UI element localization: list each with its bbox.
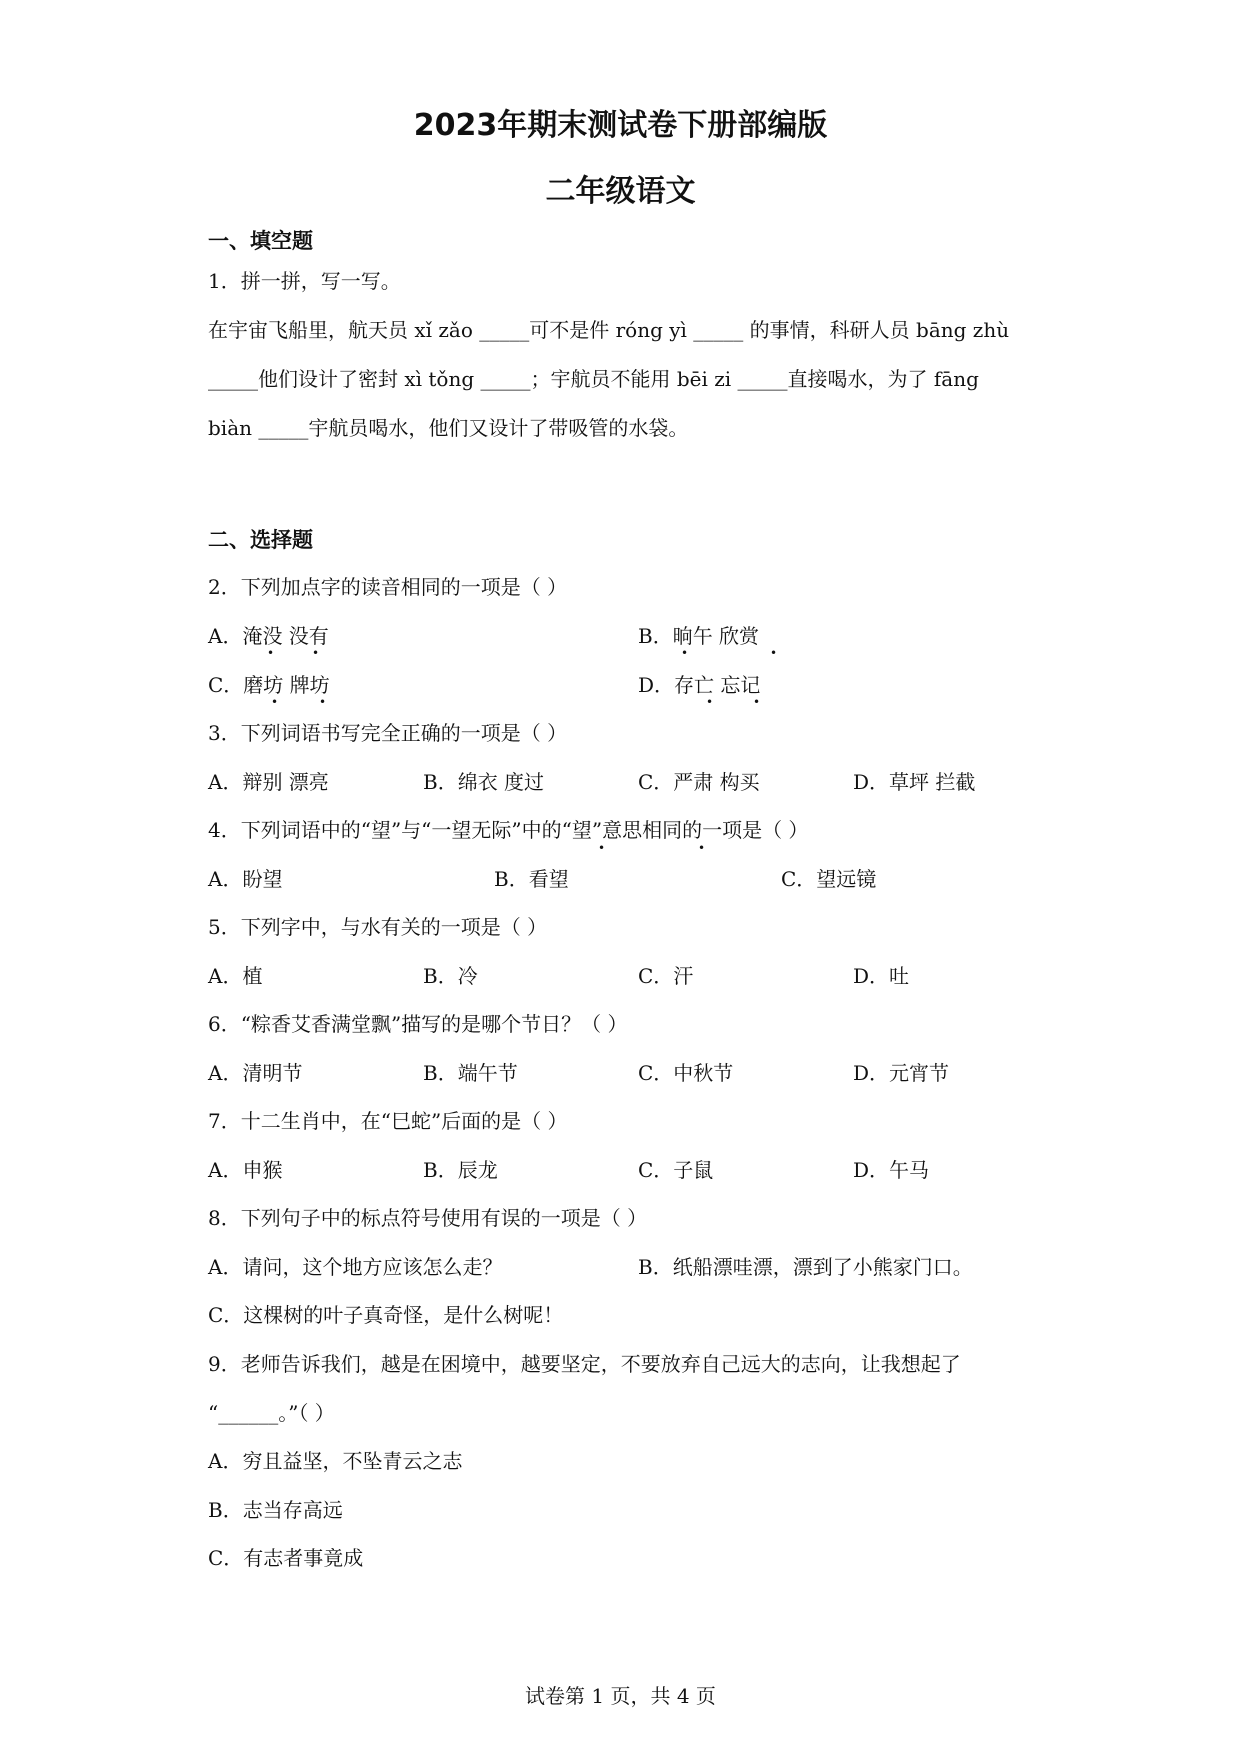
option-c: C．严肃 构买 bbox=[638, 770, 760, 794]
emphasis-dot: • bbox=[598, 841, 606, 855]
question-1-line: 在宇宙飞船里，航天员 xǐ zǎo _____可不是件 róng yì _____ 的事情，科研人员 bāng zhù bbox=[208, 318, 1010, 342]
option-d: D．午马 bbox=[853, 1158, 930, 1182]
emphasis-dot: • bbox=[753, 695, 761, 709]
option-a: A．淹没 没有 bbox=[208, 624, 329, 648]
question-8-stem: 8．下列句子中的标点符号使用有误的一项是（ ） bbox=[208, 1206, 648, 1230]
section-heading-choice: 二、选择题 bbox=[208, 528, 313, 552]
option-a: A．请问，这个地方应该怎么走？ bbox=[208, 1255, 503, 1279]
page-title: 2023年期末测试卷下册部编版 bbox=[413, 108, 828, 143]
question-9-stem: 9．老师告诉我们，越是在困境中，越要坚定，不要放弃自己远大的志向，让我想起了 bbox=[208, 1352, 961, 1376]
option-d: D．草坪 拦截 bbox=[853, 770, 976, 794]
option-d: D．吐 bbox=[853, 964, 910, 988]
option-b: B．晌午 欣赏 bbox=[638, 624, 760, 648]
page-footer: 试卷第 1 页，共 4 页 bbox=[525, 1684, 716, 1708]
question-9-stem-continued: “______。”（ ） bbox=[208, 1401, 335, 1425]
option-c: C．磨坊 牌坊 bbox=[208, 673, 330, 697]
section-heading-fill-blank: 一、填空题 bbox=[208, 229, 313, 253]
emphasis-dot: • bbox=[770, 646, 778, 660]
option-b: B．绵衣 度过 bbox=[423, 770, 545, 794]
question-3-stem: 3．下列词语书写完全正确的一项是（ ） bbox=[208, 721, 568, 745]
emphasis-dot: • bbox=[681, 646, 689, 660]
option-d: D．存亡 忘记 bbox=[638, 673, 761, 697]
option-c: C．汗 bbox=[638, 964, 694, 988]
question-4-stem: 4．下列词语中的“望”与“一望无际”中的“望”意思相同的一项是（ ） bbox=[208, 818, 809, 842]
question-7-stem: 7．十二生肖中，在“巳蛇”后面的是（ ） bbox=[208, 1109, 568, 1133]
option-c: C．有志者事竟成 bbox=[208, 1546, 364, 1570]
option-c: C．这棵树的叶子真奇怪，是什么树呢！ bbox=[208, 1303, 564, 1327]
question-1-stem: 1．拼一拼，写一写。 bbox=[208, 269, 401, 293]
emphasis-dot: • bbox=[267, 646, 275, 660]
question-1-line: _____他们设计了密封 xì tǒng _____；宇航员不能用 bēi zi _____直接喝水，为了 fāng bbox=[208, 367, 979, 391]
option-a: A．植 bbox=[208, 964, 263, 988]
question-2-stem: 2．下列加点字的读音相同的一项是（ ） bbox=[208, 575, 568, 599]
option-b: B．冷 bbox=[423, 964, 478, 988]
option-a: A．辩别 漂亮 bbox=[208, 770, 329, 794]
option-b: B．辰龙 bbox=[423, 1158, 498, 1182]
emphasis-dot: • bbox=[706, 695, 714, 709]
question-5-stem: 5．下列字中，与水有关的一项是（ ） bbox=[208, 915, 548, 939]
option-b: B．纸船漂哇漂，漂到了小熊家门口。 bbox=[638, 1255, 973, 1279]
page-subtitle: 二年级语文 bbox=[545, 174, 696, 209]
option-c: C．中秋节 bbox=[638, 1061, 734, 1085]
option-a: A．清明节 bbox=[208, 1061, 303, 1085]
option-a: A．盼望 bbox=[208, 867, 283, 891]
emphasis-dot: • bbox=[319, 695, 327, 709]
option-b: B．志当存高远 bbox=[208, 1498, 343, 1522]
emphasis-dot: • bbox=[271, 695, 279, 709]
option-b: B．端午节 bbox=[423, 1061, 518, 1085]
question-6-stem: 6．“粽香艾香满堂飘”描写的是哪个节日？（ ） bbox=[208, 1012, 628, 1036]
emphasis-dot: • bbox=[312, 646, 320, 660]
question-1-line: biàn _____宇航员喝水，他们又设计了带吸管的水袋。 bbox=[208, 416, 689, 440]
option-a: A．穷且益坚，不坠青云之志 bbox=[208, 1449, 463, 1473]
option-c: C．子鼠 bbox=[638, 1158, 714, 1182]
option-a: A．申猴 bbox=[208, 1158, 283, 1182]
option-d: D．元宵节 bbox=[853, 1061, 950, 1085]
option-b: B．看望 bbox=[494, 867, 569, 891]
option-c: C．望远镜 bbox=[781, 867, 877, 891]
emphasis-dot: • bbox=[698, 841, 706, 855]
